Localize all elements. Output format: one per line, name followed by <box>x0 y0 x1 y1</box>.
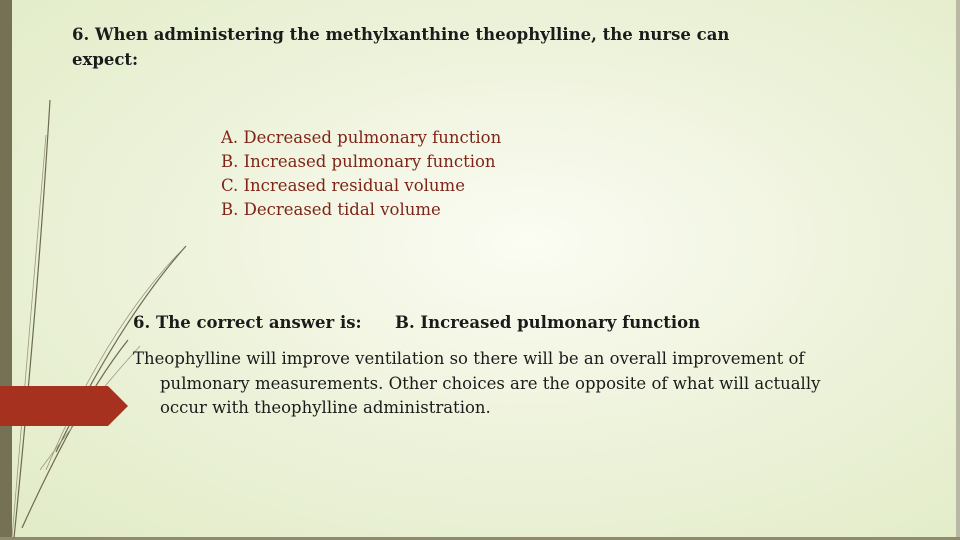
option-item: C. Increased residual volume <box>221 176 465 195</box>
decorative-line <box>22 340 128 528</box>
decorative-line <box>14 100 50 538</box>
correct-answer-line <box>133 313 833 332</box>
option-item: A. Decreased pulmonary function <box>221 128 502 147</box>
option-item: B. Decreased tidal volume <box>221 200 441 219</box>
correct-answer-label: 6. The correct answer is: <box>133 313 362 332</box>
accent-tab-shape <box>0 386 128 426</box>
answer-options-list <box>221 126 501 222</box>
decorative-line <box>12 135 46 538</box>
correct-answer-value: B. Increased pulmonary function <box>395 313 701 332</box>
explanation-text: Theophylline will improve ventilation so there will be an overall improvement of pulmonary measurements. Other choices are the opposite of what will actually occur with theophylline administration. <box>133 349 821 417</box>
option-item: B. Increased pulmonary function <box>221 152 496 171</box>
question-title: 6. When administering the methylxanthine theophylline, the nurse can expect: <box>72 25 730 69</box>
